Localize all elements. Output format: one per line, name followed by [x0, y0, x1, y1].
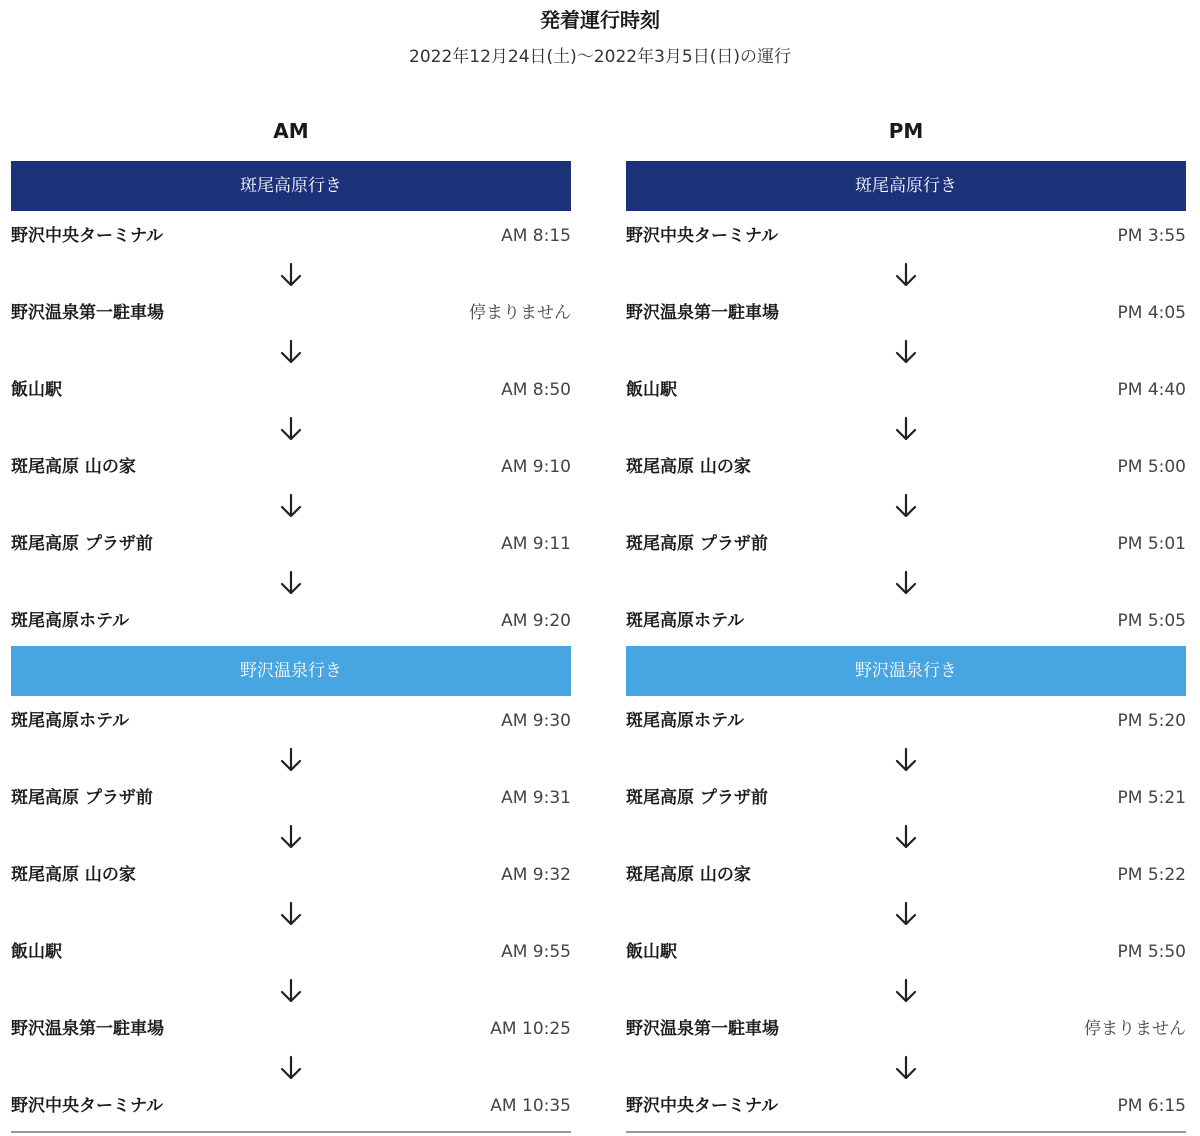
arrow-down-icon	[894, 570, 918, 596]
arrow-down-icon	[894, 978, 918, 1004]
arrow-row	[626, 1054, 1186, 1081]
stop-time: 停まりません	[469, 303, 571, 323]
stop-name: 飯山駅	[11, 942, 62, 962]
stop-name: 野沢中央ターミナル	[11, 226, 164, 246]
stop-row	[11, 519, 571, 569]
arrow-row	[11, 492, 571, 519]
arrow-down-icon	[279, 416, 303, 442]
arrow-row	[626, 900, 1186, 927]
pm-timetable	[626, 116, 1186, 1133]
pm-inbound-stops	[626, 696, 1186, 1131]
am-heading: AM	[273, 119, 309, 143]
page-title: 発着運行時刻	[540, 8, 660, 32]
arrow-down-icon	[279, 824, 303, 850]
stop-row	[626, 1081, 1186, 1131]
arrow-down-icon	[279, 262, 303, 288]
stop-row	[11, 850, 571, 900]
arrow-down-icon	[894, 493, 918, 519]
stop-row	[11, 1081, 571, 1131]
stop-row	[11, 211, 571, 261]
stop-name: 斑尾高原ホテル	[626, 711, 745, 731]
stop-row	[626, 211, 1186, 261]
arrow-row	[626, 492, 1186, 519]
stop-row	[11, 927, 571, 977]
arrow-row	[11, 338, 571, 365]
stop-name: 野沢温泉第一駐車場	[626, 1019, 779, 1039]
arrow-row	[11, 569, 571, 596]
stop-time: PM 5:21	[1117, 788, 1186, 808]
pm-outbound-header: 斑尾高原行き	[626, 161, 1186, 211]
arrow-down-icon	[894, 416, 918, 442]
stop-time: AM 8:15	[501, 226, 571, 246]
am-bottom-divider	[11, 1131, 571, 1133]
arrow-row	[11, 415, 571, 442]
stop-time: PM 6:15	[1117, 1096, 1186, 1116]
stop-row	[626, 773, 1186, 823]
stop-name: 斑尾高原 プラザ前	[626, 788, 768, 808]
arrow-down-icon	[279, 978, 303, 1004]
stop-time: AM 9:31	[501, 788, 571, 808]
arrow-row	[626, 746, 1186, 773]
arrow-down-icon	[279, 901, 303, 927]
arrow-down-icon	[894, 747, 918, 773]
stop-time: AM 9:11	[501, 534, 571, 554]
stop-name: 斑尾高原ホテル	[626, 611, 745, 631]
stop-name: 野沢温泉第一駐車場	[626, 303, 779, 323]
arrow-row	[11, 746, 571, 773]
stop-row	[11, 442, 571, 492]
arrow-row	[11, 1054, 571, 1081]
arrow-row	[11, 823, 571, 850]
arrow-row	[626, 569, 1186, 596]
stop-time: PM 5:00	[1117, 457, 1186, 477]
stop-time: AM 8:50	[501, 380, 571, 400]
stop-time: PM 4:05	[1117, 303, 1186, 323]
arrow-down-icon	[279, 1055, 303, 1081]
arrow-down-icon	[279, 747, 303, 773]
stop-name: 飯山駅	[626, 942, 677, 962]
arrow-row	[626, 977, 1186, 1004]
stop-time: PM 5:01	[1117, 534, 1186, 554]
stop-time: AM 9:55	[501, 942, 571, 962]
am-inbound-header: 野沢温泉行き	[11, 646, 571, 696]
stop-row	[11, 696, 571, 746]
am-outbound-header: 斑尾高原行き	[11, 161, 571, 211]
stop-name: 斑尾高原 プラザ前	[11, 788, 153, 808]
arrow-down-icon	[279, 493, 303, 519]
stop-name: 斑尾高原 山の家	[626, 865, 751, 885]
stop-time: PM 5:05	[1117, 611, 1186, 631]
am-outbound-stops	[11, 211, 571, 646]
arrow-row	[626, 261, 1186, 288]
arrow-down-icon	[894, 901, 918, 927]
stop-row	[626, 288, 1186, 338]
pm-bottom-divider	[626, 1131, 1186, 1133]
stop-row	[626, 696, 1186, 746]
arrow-row	[11, 900, 571, 927]
arrow-down-icon	[279, 570, 303, 596]
page-subtitle: 2022年12月24日(土)～2022年3月5日(日)の運行	[409, 47, 791, 67]
stop-row	[626, 519, 1186, 569]
stop-name: 斑尾高原 山の家	[626, 457, 751, 477]
arrow-down-icon	[279, 339, 303, 365]
stop-time: PM 4:40	[1117, 380, 1186, 400]
arrow-row	[626, 338, 1186, 365]
stop-time: AM 9:30	[501, 711, 571, 731]
stop-row	[11, 596, 571, 646]
arrow-row	[11, 261, 571, 288]
arrow-down-icon	[894, 262, 918, 288]
stop-row	[626, 442, 1186, 492]
stop-row	[626, 596, 1186, 646]
arrow-down-icon	[894, 824, 918, 850]
arrow-row	[11, 977, 571, 1004]
stop-row	[626, 365, 1186, 415]
stop-row	[11, 773, 571, 823]
stop-name: 斑尾高原 プラザ前	[626, 534, 768, 554]
stop-time: AM 9:20	[501, 611, 571, 631]
arrow-down-icon	[894, 1055, 918, 1081]
am-inbound-stops	[11, 696, 571, 1131]
stop-name: 野沢中央ターミナル	[626, 226, 779, 246]
stop-time: PM 5:50	[1117, 942, 1186, 962]
stop-name: 野沢中央ターミナル	[11, 1096, 164, 1116]
pm-outbound-stops	[626, 211, 1186, 646]
stop-row	[11, 1004, 571, 1054]
stop-name: 野沢温泉第一駐車場	[11, 303, 164, 323]
stop-row	[11, 288, 571, 338]
stop-row	[626, 1004, 1186, 1054]
stop-name: 飯山駅	[626, 380, 677, 400]
stop-row	[11, 365, 571, 415]
stop-time: AM 9:32	[501, 865, 571, 885]
stop-name: 飯山駅	[11, 380, 62, 400]
stop-time: AM 10:25	[490, 1019, 571, 1039]
stop-time: PM 3:55	[1117, 226, 1186, 246]
stop-name: 斑尾高原 山の家	[11, 457, 136, 477]
stop-name: 斑尾高原ホテル	[11, 611, 130, 631]
stop-time: 停まりません	[1084, 1019, 1186, 1039]
am-timetable	[11, 116, 571, 1133]
stop-name: 野沢温泉第一駐車場	[11, 1019, 164, 1039]
arrow-row	[626, 823, 1186, 850]
pm-heading: PM	[888, 119, 924, 143]
stop-time: PM 5:22	[1117, 865, 1186, 885]
stop-time: AM 9:10	[501, 457, 571, 477]
stop-name: 斑尾高原 山の家	[11, 865, 136, 885]
stop-name: 斑尾高原ホテル	[11, 711, 130, 731]
stop-row	[626, 850, 1186, 900]
arrow-row	[626, 415, 1186, 442]
stop-name: 野沢中央ターミナル	[626, 1096, 779, 1116]
stop-time: PM 5:20	[1117, 711, 1186, 731]
stop-name: 斑尾高原 プラザ前	[11, 534, 153, 554]
stop-time: AM 10:35	[490, 1096, 571, 1116]
stop-row	[626, 927, 1186, 977]
arrow-down-icon	[894, 339, 918, 365]
pm-inbound-header: 野沢温泉行き	[626, 646, 1186, 696]
